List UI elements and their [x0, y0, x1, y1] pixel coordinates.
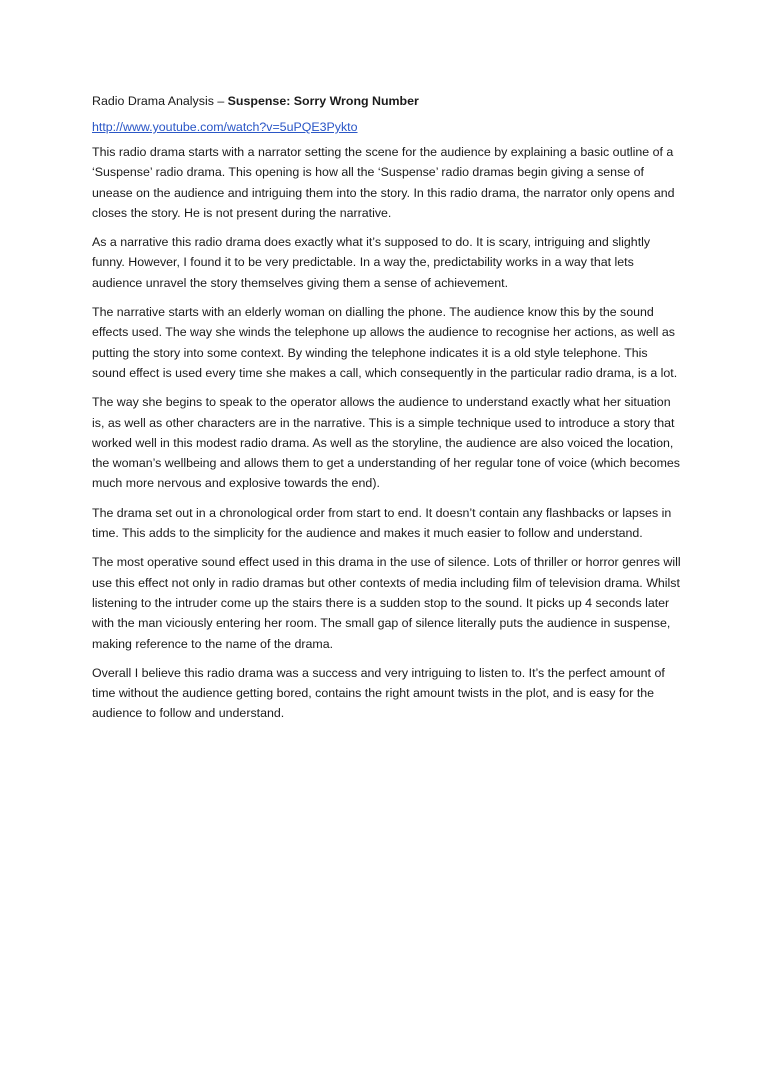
paragraph-6: The most operative sound effect used in this drama in the use of silence. Lots of thriller or horror genres will use this effect not only in radio dramas but other contexts of media including film of television drama. Whilst listening to the intruder come up the stairs there is a sudden stop to the sound. It picks up 4 seconds later with the man viciously entering her room. The small gap of silence literally puts the audience in suspense, making reference to the name of the drama.: [92, 555, 681, 651]
title-prefix: Radio Drama Analysis –: [92, 94, 228, 108]
document-page: [92, 91, 682, 733]
title-bold: Suspense: Sorry Wrong Number: [227, 94, 419, 108]
paragraph-5: The drama set out in a chronological order from start to end. It doesn’t contain any flashbacks or lapses in time. This adds to the simplicity for the audience and makes it much easier to follow and understand.: [92, 505, 672, 541]
paragraph-3: The narrative starts with an elderly woman on dialling the phone. The audience know this by the sound effects used. The way she winds the telephone up allows the audience to recognise her actions, as well as putting the story into some context. By winding the telephone indicates it is a old style telephone. This sound effect is used every time she makes a call, which consequently in the particular radio drama, is a lot.: [92, 305, 678, 380]
paragraph-4: The way she begins to speak to the operator allows the audience to understand exactly what her situation is, as well as other characters are in the narrative. This is a simple technique used to introduce a story that worked well in this modest radio drama. As well as the storyline, the audience are also voiced the location, the woman’s wellbeing and allows them to get a understanding of her regular tone of voice (which becomes much more nervous and explosive towards the end).: [92, 395, 680, 491]
paragraph-1: This radio drama starts with a narrator setting the scene for the audience by explaining a basic outline of a ‘Suspense’ radio drama. This opening is how all the ‘Suspense’ radio dramas begin giving a sense of unease on the audience and intriguing them into the story. In this radio drama, the narrator only opens and closes the story. He is not present during the narrative.: [92, 145, 675, 220]
document-title: [92, 91, 682, 111]
paragraph-7: Overall I believe this radio drama was a success and very intriguing to listen to. It’s the perfect amount of time without the audience getting bored, contains the right amount twists in the plot, and is easy for the audience to follow and understand.: [92, 665, 665, 721]
paragraph-2: As a narrative this radio drama does exactly what it’s supposed to do. It is scary, intriguing and slightly funny. However, I found it to be very predictable. In a way the, predictability works in a way that lets audience unravel the story themselves giving them a sense of achievement.: [92, 235, 651, 290]
youtube-link[interactable]: http://www.youtube.com/watch?v=5uPQE3Pykto: [92, 120, 358, 134]
